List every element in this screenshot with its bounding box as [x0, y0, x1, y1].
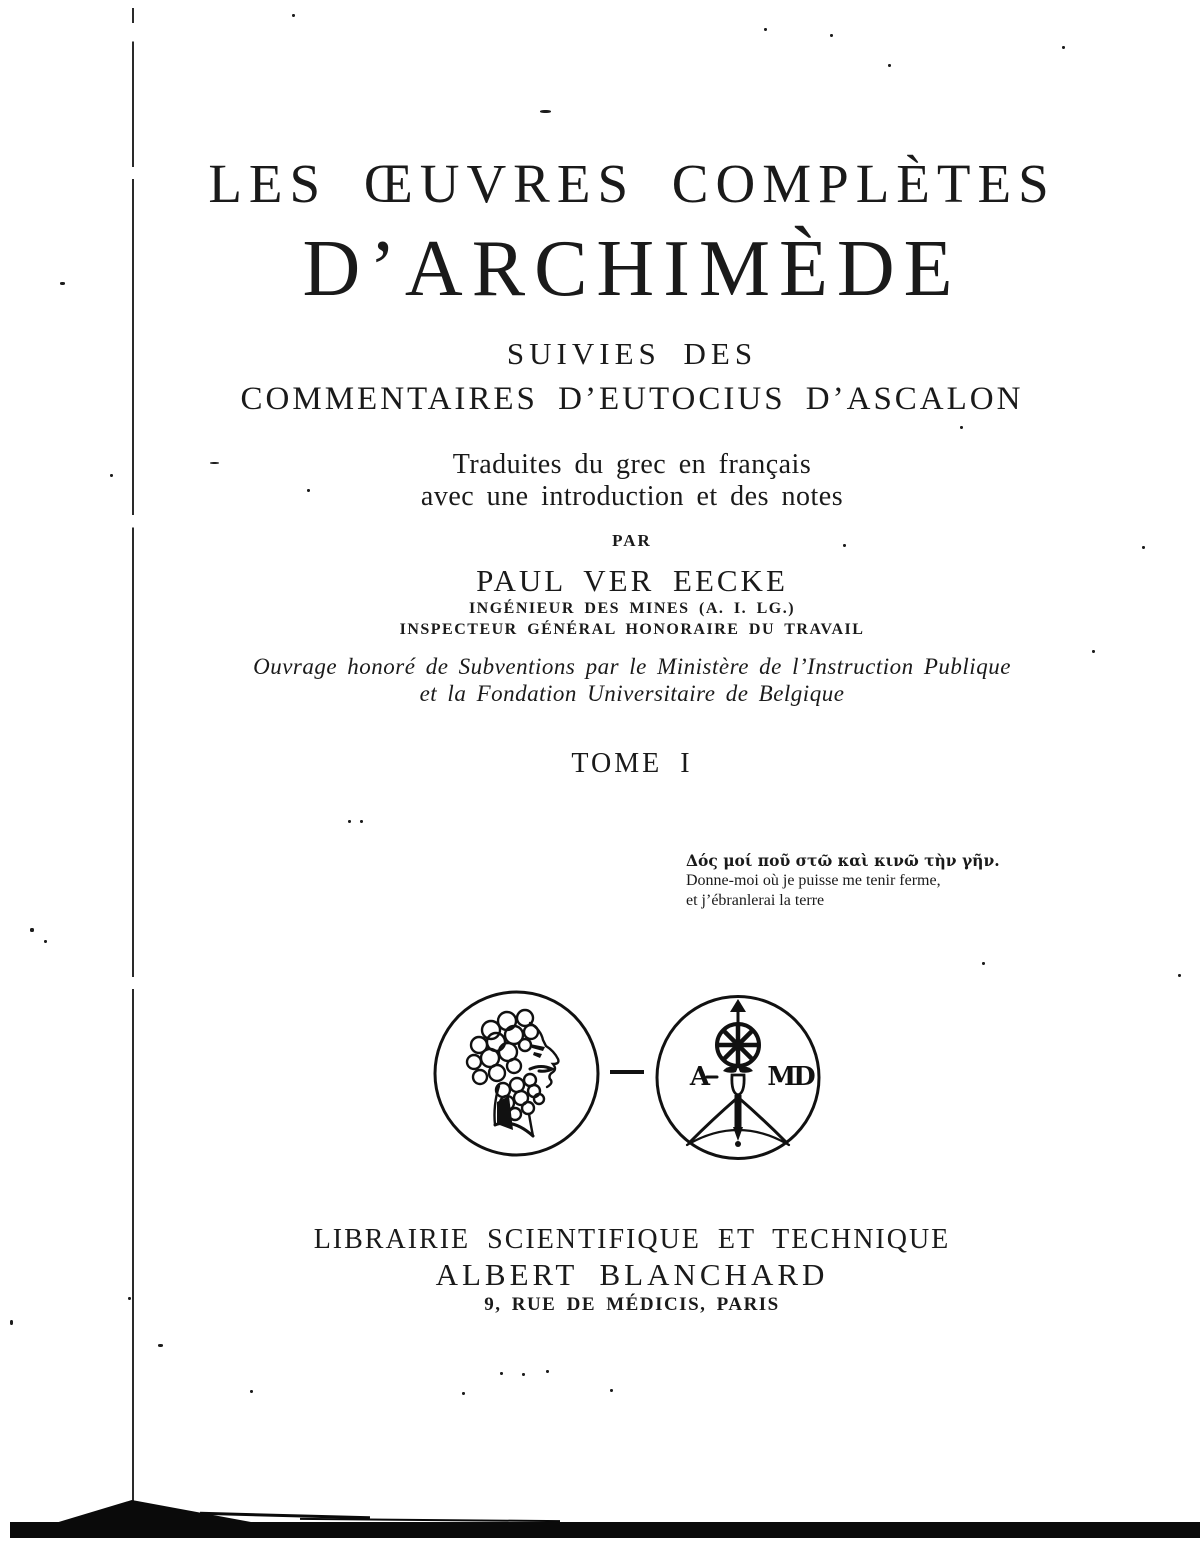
publisher-name: ALBERT BLANCHARD [435, 1257, 829, 1292]
speck [348, 820, 351, 823]
speck [540, 110, 551, 113]
speck [522, 1373, 525, 1376]
speck [44, 940, 47, 943]
speck [158, 1344, 163, 1347]
archimedes-medallion-icon [435, 992, 598, 1155]
speck [764, 28, 767, 31]
speck [982, 962, 985, 965]
subtitle-line2: COMMENTAIRES D’EUTOCIUS D’ASCALON [240, 381, 1024, 417]
speck [360, 820, 363, 823]
subtitle-line1: SUIVIES DES [506, 336, 758, 371]
patronage-line1: Ouvrage honoré de Subventions par le Ministère de l’Instruction Publique [253, 654, 1011, 679]
patronage-line2: et la Fondation Universitaire de Belgique [419, 681, 845, 706]
scan-edge-bar [10, 1522, 1200, 1538]
translation-note-line2: avec une introduction et des notes [420, 481, 844, 512]
epigraph [686, 851, 1106, 911]
speck [610, 1389, 613, 1392]
author-name: PAUL VER EECKE [476, 563, 788, 598]
speck [1092, 650, 1095, 653]
volume-number: TOME I [571, 748, 693, 779]
author-credential-2: INSPECTEUR GÉNÉRAL HONORAIRE DU TRAVAIL [399, 621, 865, 638]
author-credential-1: INGÉNIEUR DES MINES (A. I. LG.) [468, 600, 796, 617]
by-label: PAR [612, 531, 652, 550]
speck [10, 1320, 13, 1325]
epigraph-french-line2: et j’ébranlerai la terre [686, 892, 825, 909]
speck [960, 426, 963, 429]
speck [30, 928, 34, 932]
speck [888, 64, 891, 67]
speck [292, 14, 295, 17]
publisher-address: 9, RUE DE MÉDICIS, PARIS [484, 1294, 780, 1315]
epigraph-french-line1: Donne-moi où je puisse me tenir ferme, [686, 872, 941, 889]
speck [500, 1372, 503, 1375]
speck [1062, 46, 1065, 49]
translation-note-line1: Traduites du grec en français [452, 449, 812, 480]
emblem-left-initials: A [689, 1062, 711, 1092]
emblem-right-initials: MD [767, 1062, 813, 1092]
speck [1178, 974, 1181, 977]
epigraph-greek: Δός μοί ποῦ στῶ καὶ κινῶ τὴν γῆν. [686, 851, 1000, 870]
medallions-emblem [430, 982, 826, 1168]
speck [462, 1392, 465, 1395]
book-title-line2: D’ARCHIMÈDE [302, 225, 962, 313]
book-title-line1: LES ŒUVRES COMPLÈTES [208, 153, 1056, 214]
publisher-device-icon [657, 997, 819, 1159]
publisher-imprint: LIBRAIRIE SCIENTIFIQUE ET TECHNIQUE [313, 1224, 951, 1255]
speck [830, 34, 833, 37]
speck [546, 1370, 549, 1373]
speck [250, 1390, 253, 1393]
